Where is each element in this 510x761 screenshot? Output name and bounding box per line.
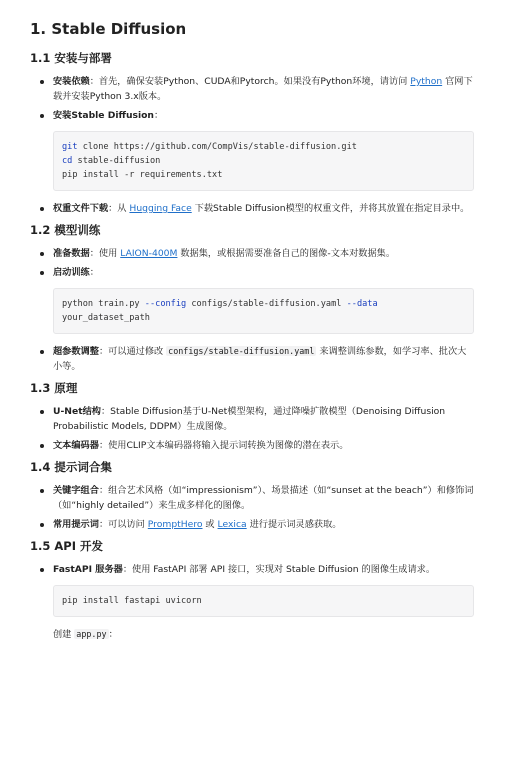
section-heading: 1.3 原理 — [30, 381, 78, 395]
item-text: ：组合艺术风格（如“impressionism”）、场景描述（如“sunset at the beach”）和修饰词（如“highly detailed”）来生成多样化的图像。 — [53, 485, 474, 511]
section-heading: 1.2 模型训练 — [30, 223, 101, 237]
item-text: ：可以通过修改 — [98, 346, 167, 357]
hugging-face-link[interactable]: Hugging Face — [129, 203, 192, 214]
bullet-list — [30, 201, 474, 216]
section-heading: 1.5 API 开发 — [30, 539, 103, 553]
code-text: configs/stable-diffusion.yaml — [186, 299, 347, 309]
code-text: pip install fastapi uvicorn — [62, 596, 202, 606]
inline-code: configs/stable-diffusion.yaml — [168, 346, 315, 356]
code-keyword: cd — [62, 156, 73, 166]
list-item — [30, 438, 474, 453]
item-text: ：从 — [108, 203, 130, 214]
list-item — [30, 74, 474, 104]
lexica-link[interactable]: Lexica — [217, 519, 247, 530]
item-text: 或 — [202, 519, 218, 530]
code-keyword: --config — [144, 299, 187, 309]
item-text: ：Stable Diffusion基于U-Net模型架构，通过降噪扩散模型（Denoising Diffusion Probabilistic Models, DDPM）生成图像。 — [53, 406, 446, 432]
code-keyword: --data — [346, 299, 378, 309]
bullet-list — [30, 74, 474, 123]
list-item — [30, 562, 474, 577]
item-text: ：使用CLIP文本编码器将输入提示词转换为图像的潜在表示。 — [98, 440, 349, 451]
item-label: U-Net结构 — [53, 406, 101, 417]
item-text: ： — [89, 267, 99, 278]
item-label: 权重文件下载 — [53, 203, 109, 214]
item-text: 来调整训练参数，如学习率、批次大小等。 — [53, 346, 467, 372]
page-title: 1. Stable Diffusion — [30, 20, 187, 38]
list-item — [30, 108, 474, 123]
item-text: ： — [108, 629, 118, 640]
code-keyword: git — [62, 142, 78, 152]
item-label: 超参数调整 — [53, 346, 99, 357]
code-text: python train.py — [62, 299, 145, 309]
list-item — [30, 201, 474, 216]
code-text: stable-diffusion — [72, 156, 161, 166]
bullet-list — [30, 246, 474, 280]
item-text: ：可以访问 — [98, 519, 148, 530]
item-text: 下载Stable Diffusion模型的权重文件，并将其放置在指定目录中。 — [191, 203, 470, 214]
bullet-list — [30, 562, 474, 577]
list-item — [30, 344, 474, 374]
code-block[interactable] — [53, 288, 474, 334]
section-api — [30, 538, 474, 642]
item-text: 进行提示词灵感获取。 — [246, 519, 342, 530]
section-install — [30, 50, 474, 216]
section-heading: 1.4 提示词合集 — [30, 460, 112, 474]
list-item — [30, 483, 474, 513]
code-text: clone https://github.com/CompVis/stable-diffusion.git — [77, 142, 357, 152]
prompthero-link[interactable]: PromptHero — [147, 519, 203, 530]
inline-code: app.py — [76, 629, 107, 639]
item-label: 常用提示词 — [53, 519, 99, 530]
item-label: 关键字组合 — [53, 485, 99, 496]
list-item — [30, 246, 474, 261]
item-text: ：首先，确保安装Python、CUDA和Pytorch。如果没有Python环境，请访问 — [89, 76, 411, 87]
list-item — [30, 404, 474, 434]
item-text: ：使用 FastAPI 部署 API 接口，实现对 Stable Diffusion 的图像生成请求。 — [122, 564, 436, 575]
python-link[interactable]: Python — [410, 76, 443, 87]
item-text: ：使用 — [89, 248, 121, 259]
bullet-list — [30, 404, 474, 453]
section-heading: 1.1 安装与部署 — [30, 51, 112, 65]
laion-link[interactable]: LAION-400M — [120, 248, 178, 259]
item-label: 启动训练 — [53, 267, 90, 278]
code-text: pip install -r requirements.txt — [62, 170, 223, 180]
item-text: 官网下载并安装Python 3.x版本。 — [53, 76, 473, 102]
section-training — [30, 222, 474, 374]
create-app-text — [53, 627, 474, 642]
bullet-list — [30, 344, 474, 374]
code-block[interactable] — [53, 131, 474, 191]
item-label: FastAPI 服务器 — [53, 564, 123, 575]
item-label: 文本编码器 — [53, 440, 99, 451]
section-prompts — [30, 459, 474, 532]
code-block[interactable] — [53, 585, 474, 617]
item-text: 创建 — [53, 629, 75, 640]
bullet-list — [30, 483, 474, 532]
item-label: 安装Stable Diffusion — [53, 110, 154, 121]
item-text: ： — [153, 110, 164, 121]
section-principle — [30, 380, 474, 453]
item-label: 安装依赖 — [53, 76, 90, 87]
list-item — [30, 517, 474, 532]
code-text: your_dataset_path — [62, 313, 150, 323]
list-item — [30, 265, 474, 280]
item-text: 数据集，或根据需要准备自己的图像-文本对数据集。 — [177, 248, 396, 259]
item-label: 准备数据 — [53, 248, 90, 259]
